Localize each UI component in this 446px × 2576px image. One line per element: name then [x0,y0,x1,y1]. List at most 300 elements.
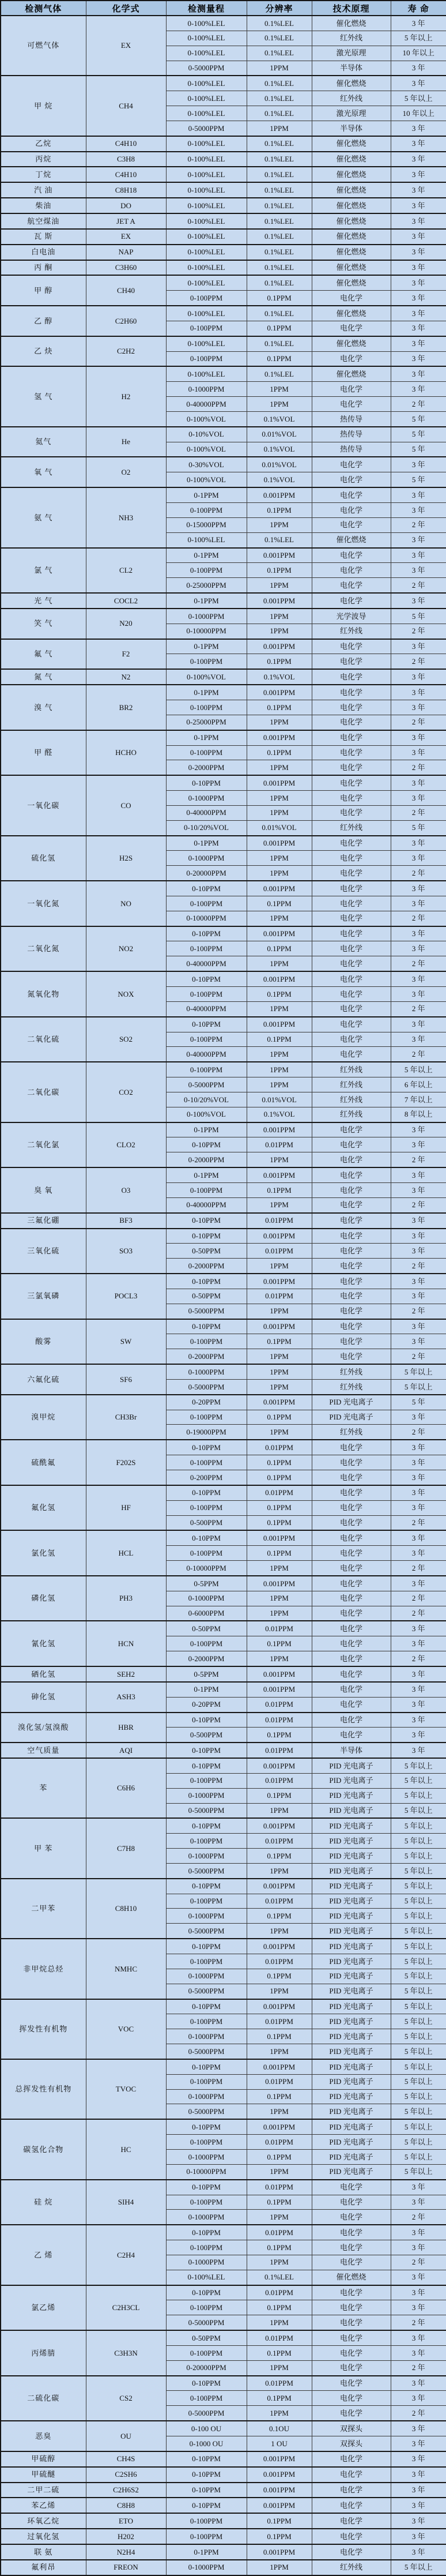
range-cell: 0-100%LEL [166,136,247,152]
principle-cell: 电化学 [312,2345,391,2360]
table-row [1,152,446,167]
table-row [1,2483,446,2498]
principle-cell: 电化学 [312,1576,391,1591]
range-cell: 0-1PPM [166,593,247,609]
range-cell: 0-15000PPM [166,517,247,532]
resolution-cell: 0.1PPM [247,2029,312,2044]
range-cell: 0-100PPM [166,291,247,306]
lifespan-cell: 5 年 [391,427,446,442]
principle-cell: 电化学 [312,291,391,306]
principle-cell: 电化学 [312,1152,391,1167]
table-row [1,593,446,609]
range-cell: 0-10PPM [166,1818,247,1833]
lifespan-cell: 3 年 [391,167,446,182]
range-cell: 0-100%LEL [166,91,247,106]
resolution-cell: 0.1PPM [247,321,312,336]
resolution-cell: 1PPM [247,715,312,730]
range-cell: 0-10PPM [166,2467,247,2483]
table-row [1,2498,446,2513]
principle-cell: 催化燃烧 [312,182,391,198]
lifespan-cell: 3 年 [391,941,446,956]
range-cell: 0-5000PPM [166,1984,247,1999]
range-cell: 0-20PPM [166,1697,247,1712]
lifespan-cell: 5 年以上 [391,1939,446,1954]
principle-cell: 电化学 [312,457,391,472]
table-row [1,1999,446,2014]
table-row [1,229,446,245]
gas-name-cell: 一氧化氮 [1,881,86,926]
range-cell: 0-40000PPM [166,956,247,971]
lifespan-cell: 2 年 [391,1591,446,1606]
resolution-cell: 0.1%LEL [247,366,312,381]
resolution-cell: 0.01PPM [247,1244,312,1259]
gas-name-cell: 二氧化氮 [1,926,86,972]
range-cell: 0-10PPM [166,2180,247,2195]
principle-cell: 电化学 [312,503,391,518]
resolution-cell: 0.1%VOL [247,669,312,685]
gas-name-cell: 一氧化碳 [1,775,86,835]
gas-name-cell: 氰化氢 [1,1621,86,1666]
principle-cell: 电化学 [312,1001,391,1016]
principle-cell: 电化学 [312,805,391,820]
lifespan-cell: 3 年 [391,1682,446,1697]
lifespan-cell: 5 年以上 [391,1849,446,1864]
principle-cell: 红外线 [312,1107,391,1122]
principle-cell: 电化学 [312,775,391,790]
table-row [1,1062,446,1077]
resolution-cell: 0.1%LEL [247,91,312,106]
range-cell: 0-1000PPM [166,609,247,624]
resolution-cell: 1PPM [247,1561,312,1576]
resolution-cell: 0.01PPM [247,2180,312,2195]
resolution-cell: 0.1%LEL [247,213,312,229]
resolution-cell: 0.01PPM [247,2285,312,2300]
range-cell: 0-10000PPM [166,911,247,926]
resolution-cell: 0.001PPM [247,685,312,700]
resolution-cell: 1PPM [247,2255,312,2270]
column-header-gas: 检测气体 [1,1,86,16]
range-cell: 0-1000PPM [166,1909,247,1924]
principle-cell: 电化学 [312,2330,391,2345]
range-cell: 0-40000PPM [166,1047,247,1062]
range-cell: 0-100%VOL [166,411,247,426]
formula-cell: HCHO [86,730,166,776]
table-body [1,16,446,2575]
resolution-cell: 0.1PPM [247,2529,312,2544]
principle-cell: 激光原理 [312,46,391,61]
lifespan-cell: 3 年 [391,1697,446,1712]
resolution-cell: 0.001PPM [247,2498,312,2513]
lifespan-cell: 3 年 [391,1213,446,1229]
range-cell: 0-20000PPM [166,866,247,881]
range-cell: 0-50PPM [166,2330,247,2345]
formula-cell: C6H6 [86,1758,166,1818]
range-cell: 0-100PPM [166,987,247,1002]
resolution-cell: 0.1%LEL [247,31,312,46]
lifespan-cell: 3 年 [391,16,446,31]
formula-cell: C8H8 [86,2498,166,2513]
lifespan-cell: 3 年 [391,775,446,790]
range-cell: 0-10PPM [166,2376,247,2391]
principle-cell: 电化学 [312,987,391,1002]
resolution-cell: 1PPM [247,1651,312,1666]
gas-name-cell: 可燃气体 [1,16,86,76]
gas-name-cell: 硒化氢 [1,1666,86,1682]
range-cell: 0-100%LEL [166,106,247,121]
principle-cell: 电化学 [312,1606,391,1621]
table-row [1,1319,446,1334]
formula-cell: HBR [86,1713,166,1743]
lifespan-cell: 2 年 [391,760,446,775]
formula-cell: H2 [86,366,166,426]
resolution-cell: 0.1PPM [247,2345,312,2360]
formula-cell: NOX [86,971,166,1017]
lifespan-cell: 3 年 [391,1244,446,1259]
principle-cell: PID 光电离子 [312,2044,391,2059]
principle-cell: 电化学 [312,1289,391,1304]
range-cell: 0-100%LEL [166,532,247,547]
range-cell: 0-100%LEL [166,182,247,198]
gas-name-cell: 汽 油 [1,182,86,198]
principle-cell: 热传导 [312,427,391,442]
principle-cell: 电化学 [312,321,391,336]
gas-name-cell: 氟化氢 [1,1485,86,1531]
table-row [1,1713,446,1728]
range-cell: 0-100%LEL [166,152,247,167]
range-cell: 0-100PPM [166,700,247,715]
principle-cell: 电化学 [312,2376,391,2391]
resolution-cell: 1PPM [247,1606,312,1621]
table-row [1,2451,446,2467]
range-cell: 0-100%LEL [166,76,247,91]
range-cell: 0-1000PPM [166,1364,247,1379]
lifespan-cell: 2 年 [391,1561,446,1576]
principle-cell: 电化学 [312,1728,391,1743]
principle-cell: 电化学 [312,1229,391,1244]
principle-cell: 电化学 [312,654,391,669]
principle-cell: PID 光电离子 [312,2135,391,2150]
gas-name-cell: 溴 气 [1,685,86,730]
lifespan-cell: 5 年 [391,820,446,835]
formula-cell: C8H18 [86,182,166,198]
principle-cell: 电化学 [312,760,391,775]
table-row [1,1122,446,1137]
range-cell: 0-10PPM [166,1758,247,1773]
range-cell: 0-10PPM [166,2119,247,2134]
formula-cell: C4H10 [86,136,166,152]
resolution-cell: 0.1%LEL [247,198,312,213]
lifespan-cell: 2 年 [391,1152,446,1167]
resolution-cell: 0.1PPM [247,1455,312,1470]
lifespan-cell: 3 年 [391,881,446,896]
formula-cell: F202S [86,1440,166,1485]
resolution-cell: 0.1PPM [247,987,312,1002]
formula-cell: H2S [86,836,166,881]
resolution-cell: 0.1PPM [247,1032,312,1047]
principle-cell: 电化学 [312,851,391,866]
lifespan-cell: 3 年 [391,1546,446,1561]
resolution-cell: 0.1PPM [247,2300,312,2315]
lifespan-cell: 5 年以上 [391,1062,446,1077]
resolution-cell: 0.001PPM [247,1939,312,1954]
table-row [1,881,446,896]
range-cell: 0-10PPM [166,1213,247,1229]
lifespan-cell: 3 年 [391,2451,446,2467]
principle-cell: 催化燃烧 [312,245,391,260]
range-cell: 0-10PPM [166,881,247,896]
lifespan-cell: 3 年 [391,2544,446,2560]
formula-cell: HCN [86,1621,166,1666]
range-cell: 0-1PPM [166,2544,247,2560]
table-row [1,2059,446,2074]
range-cell: 0-100PPM [166,745,247,760]
principle-cell: 电化学 [312,1651,391,1666]
principle-cell: PID 光电离子 [312,1849,391,1864]
gas-name-cell: 氯乙烯 [1,2285,86,2331]
range-cell: 0-20PPM [166,1395,247,1410]
range-cell: 0-100PPM [166,1636,247,1651]
gas-name-cell: 磷化氢 [1,1576,86,1621]
resolution-cell: 0.01PPM [247,1137,312,1152]
lifespan-cell: 5 年以上 [391,1999,446,2014]
resolution-cell: 0.1%LEL [247,16,312,31]
formula-cell: BR2 [86,685,166,730]
lifespan-cell: 5 年以上 [391,1863,446,1878]
principle-cell: 电化学 [312,472,391,487]
formula-cell: NO [86,881,166,926]
range-cell: 0-100PPM [166,2300,247,2315]
principle-cell: 电化学 [312,745,391,760]
table-row [1,366,446,381]
lifespan-cell: 3 年 [391,1032,446,1047]
range-cell: 0-100%LEL [166,275,247,290]
principle-cell: PID 光电离子 [312,1818,391,1833]
principle-cell: 电化学 [312,1259,391,1274]
table-row [1,2421,446,2436]
principle-cell: 电化学 [312,578,391,593]
lifespan-cell: 5 年以上 [391,1803,446,1818]
resolution-cell: 1PPM [247,956,312,971]
column-header-lifespan: 寿 命 [391,1,446,16]
principle-cell: PID 光电离子 [312,1909,391,1924]
principle-cell: PID 光电离子 [312,1984,391,1999]
resolution-cell: 0.01PPM [247,2074,312,2089]
resolution-cell: 0.1%LEL [247,2270,312,2285]
table-row [1,2513,446,2529]
lifespan-cell: 3 年 [391,563,446,578]
range-cell: 0-1000PPM [166,2149,247,2164]
lifespan-cell: 3 年 [391,593,446,609]
resolution-cell: 0.01PPM [247,1485,312,1500]
resolution-cell: 0.01PPM [247,1289,312,1304]
resolution-cell: 0.1PPM [247,941,312,956]
range-cell: 0-19000PPM [166,1425,247,1440]
lifespan-cell: 3 年 [391,669,446,685]
range-cell: 0-5PPM [166,1666,247,1682]
gas-name-cell: 氮 气 [1,669,86,685]
principle-cell: 红外线 [312,2560,391,2575]
principle-cell: PID 光电离子 [312,1894,391,1909]
formula-cell: HCL [86,1530,166,1576]
gas-name-cell: 氯化氢 [1,1530,86,1576]
range-cell: 0-100PPM [166,1062,247,1077]
lifespan-cell: 3 年 [391,730,446,745]
lifespan-cell: 2 年 [391,2210,446,2225]
resolution-cell: 1PPM [247,578,312,593]
range-cell: 0-5000PPM [166,1863,247,1878]
lifespan-cell: 3 年 [391,700,446,715]
range-cell: 0-40000PPM [166,805,247,820]
range-cell: 0-100%LEL [166,229,247,245]
principle-cell: PID 光电离子 [312,2074,391,2089]
table-row [1,2285,446,2300]
resolution-cell: 0.01%VOL [247,457,312,472]
lifespan-cell: 3 年 [391,260,446,276]
resolution-cell: 0.1PPM [247,1909,312,1924]
range-cell: 0-2000PPM [166,760,247,775]
lifespan-cell: 3 年 [391,2391,446,2406]
gas-name-cell: 硫化氢 [1,836,86,881]
range-cell: 0-100PPM [166,2345,247,2360]
principle-cell: PID 光电离子 [312,2164,391,2179]
formula-cell: SIH4 [86,2180,166,2225]
resolution-cell: 0.01PPM [247,1954,312,1969]
lifespan-cell: 3 年 [391,836,446,851]
column-header-range: 检测量程 [166,1,247,16]
principle-cell: 电化学 [312,2255,391,2270]
formula-cell: C3H60 [86,260,166,276]
lifespan-cell: 2 年 [391,397,446,412]
resolution-cell: 0.001PPM [247,1879,312,1894]
principle-cell: 红外线 [312,1092,391,1107]
principle-cell: 电化学 [312,1636,391,1651]
resolution-cell: 0.1%LEL [247,76,312,91]
principle-cell: 电化学 [312,911,391,926]
range-cell: 0-100%LEL [166,46,247,61]
gas-name-cell: 臭 氧 [1,1167,86,1213]
formula-cell: POCL3 [86,1274,166,1319]
range-cell: 0-100%LEL [166,167,247,182]
gas-name-cell: 砷化氢 [1,1682,86,1713]
formula-cell: CH4 [86,76,166,136]
range-cell: 0-100PPM [166,563,247,578]
principle-cell: 催化燃烧 [312,16,391,31]
resolution-cell: 0.001PPM [247,881,312,896]
range-cell: 0-10PPM [166,2285,247,2300]
resolution-cell: 0.1%LEL [247,136,312,152]
lifespan-cell: 2 年 [391,2315,446,2330]
resolution-cell: 1PPM [247,1259,312,1274]
formula-cell: TVOC [86,2059,166,2119]
principle-cell: 电化学 [312,1515,391,1530]
resolution-cell: 0.01PPM [247,1213,312,1229]
principle-cell: 电化学 [312,1137,391,1152]
gas-name-cell: 联 氨 [1,2544,86,2560]
formula-cell: SO2 [86,1017,166,1062]
resolution-cell: 0.1PPM [247,1636,312,1651]
range-cell: 0-5000PPM [166,121,247,136]
formula-cell: C2H2 [86,336,166,367]
resolution-cell: 1PPM [247,2315,312,2330]
range-cell: 0-10/20%VOL [166,820,247,835]
range-cell: 0-50PPM [166,1621,247,1636]
resolution-cell: 0.001PPM [247,1395,312,1410]
range-cell: 0-10PPM [166,1713,247,1728]
gas-name-cell: 溴甲烷 [1,1395,86,1440]
gas-name-cell: 光 气 [1,593,86,609]
resolution-cell: 1PPM [247,1379,312,1394]
resolution-cell: 0.001PPM [247,2544,312,2560]
range-cell: 0-100%LEL [166,306,247,321]
principle-cell: 电化学 [312,563,391,578]
formula-cell: OU [86,2421,166,2451]
resolution-cell: 0.1%LEL [247,106,312,121]
resolution-cell: 0.1PPM [247,1470,312,1485]
lifespan-cell: 5 年以上 [391,2014,446,2029]
table-row [1,669,446,685]
range-cell: 0-1000PPM [166,1788,247,1803]
table-row [1,730,446,745]
resolution-cell: 0.01PPM [247,1743,312,1758]
resolution-cell: 0.001PPM [247,1666,312,1682]
lifespan-cell: 3 年 [391,1334,446,1349]
principle-cell: 电化学 [312,2498,391,2513]
resolution-cell: 0.001PPM [247,1576,312,1591]
table-row [1,1274,446,1289]
principle-cell: 电化学 [312,2451,391,2467]
gas-name-cell: 氟 气 [1,639,86,670]
lifespan-cell: 5 年以上 [391,91,446,106]
principle-cell: 电化学 [312,2240,391,2255]
gas-name-cell: 空气质量 [1,1743,86,1758]
range-cell: 0-10PPM [166,1017,247,1032]
principle-cell: 催化燃烧 [312,306,391,321]
principle-cell: 电化学 [312,2180,391,2195]
principle-cell: 电化学 [312,700,391,715]
lifespan-cell: 3 年 [391,2330,446,2345]
principle-cell: 电化学 [312,941,391,956]
resolution-cell: 1PPM [247,911,312,926]
formula-cell: ETO [86,2513,166,2529]
range-cell: 0-1000PPM [166,1591,247,1606]
resolution-cell: 0.001PPM [247,2059,312,2074]
lifespan-cell: 3 年 [391,121,446,136]
table-row [1,609,446,624]
resolution-cell: 1PPM [247,1047,312,1062]
gas-name-cell: 瓦 斯 [1,229,86,245]
lifespan-cell: 3 年 [391,336,446,351]
lifespan-cell: 3 年 [391,275,446,290]
table-row [1,2544,446,2560]
lifespan-cell: 3 年 [391,532,446,547]
range-cell: 0-100PPM [166,2240,247,2255]
resolution-cell: 0.001PPM [247,836,312,851]
resolution-cell: 0.1PPM [247,896,312,911]
table-row [1,1818,446,1833]
gas-name-cell: 三氯氧磷 [1,1274,86,1319]
resolution-cell: 1PPM [247,2104,312,2119]
lifespan-cell: 2 年 [391,1197,446,1212]
principle-cell: 电化学 [312,2210,391,2225]
lifespan-cell: 2 年 [391,1651,446,1666]
lifespan-cell: 2 年 [391,578,446,593]
range-cell: 0-1PPM [166,639,247,654]
principle-cell: 电化学 [312,1591,391,1606]
resolution-cell: 1PPM [247,1001,312,1016]
range-cell: 0-100PPM [166,2529,247,2544]
principle-cell: 电化学 [312,1047,391,1062]
lifespan-cell: 3 年 [391,745,446,760]
